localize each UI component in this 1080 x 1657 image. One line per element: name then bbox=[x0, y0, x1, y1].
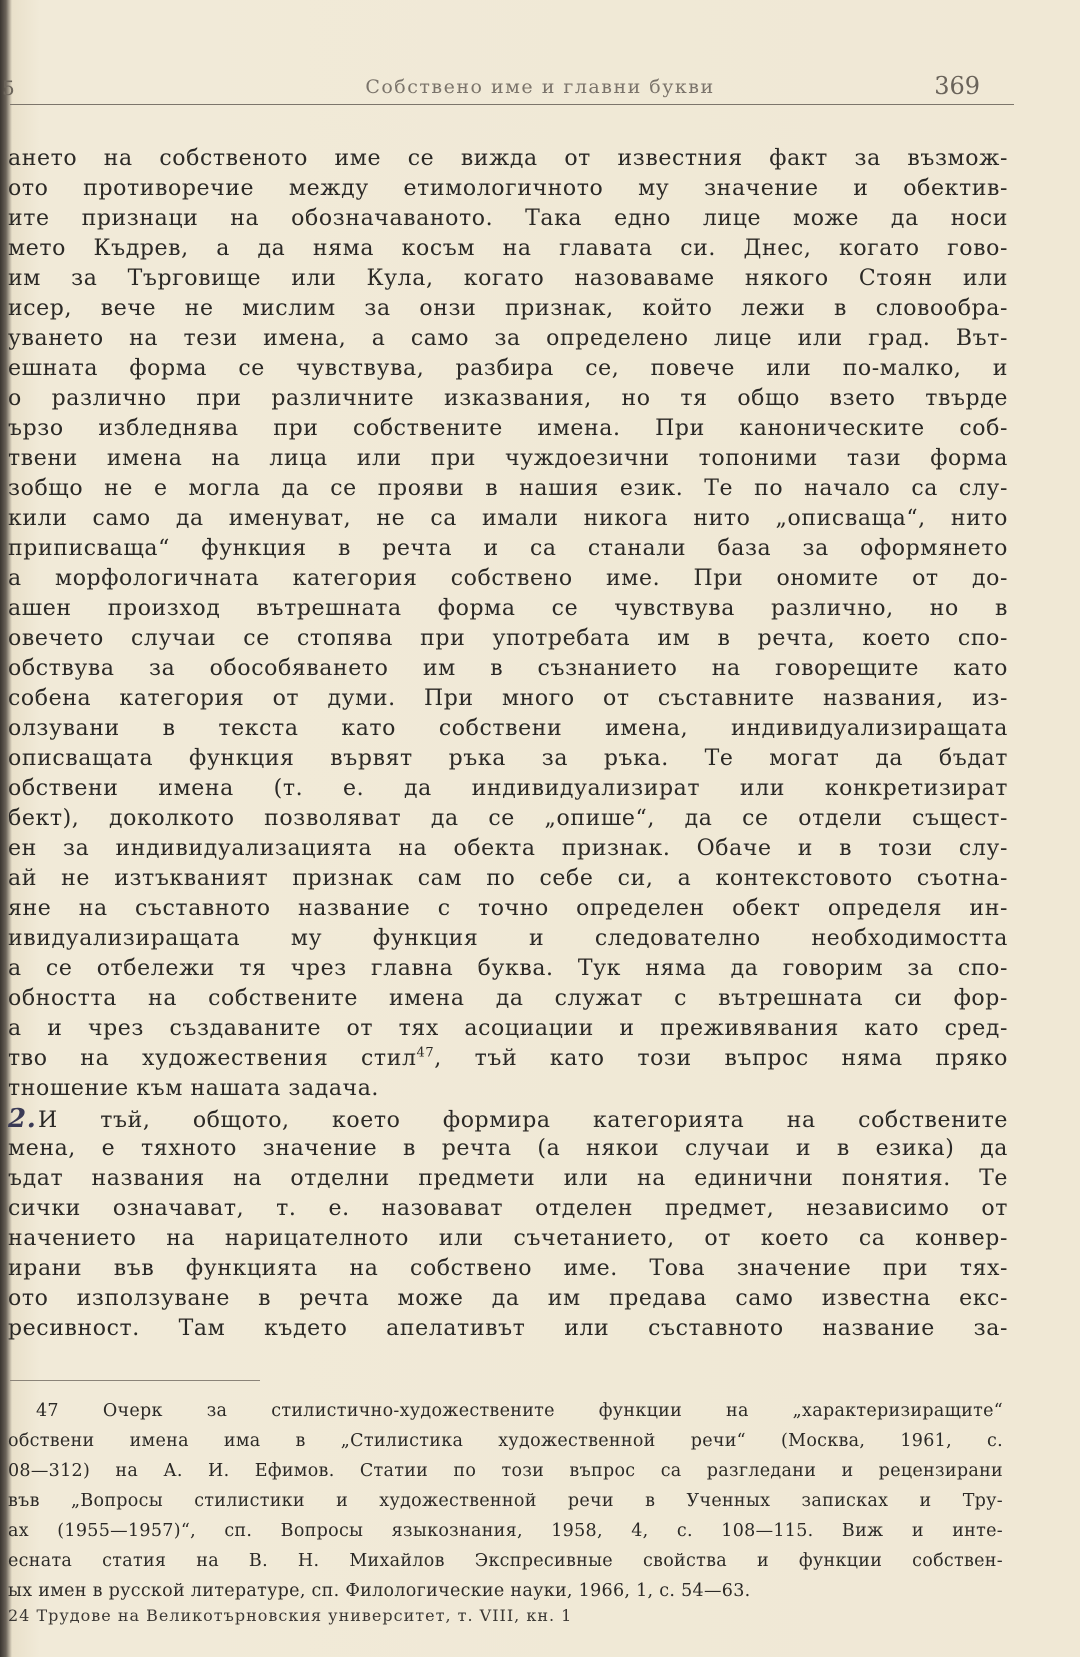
body-line-tail: , тъй като този въпрос няма пряко bbox=[434, 1046, 1008, 1071]
body-line: приписваща“ функция в речта и са станали база за оформянето bbox=[8, 536, 1008, 561]
footnote-divider bbox=[10, 1380, 260, 1381]
body-line-text: тво на художествения стил bbox=[8, 1046, 417, 1071]
body-line: ресивност. Там където апелативът или съставното название за- bbox=[8, 1316, 1008, 1341]
body-line: обствени имена (т. е. да индивидуализират или конкретизират bbox=[8, 776, 1008, 801]
body-line: ирани във функцията на собствено име. Това значение при тях- bbox=[8, 1256, 1008, 1281]
body-line: ързо избледнява при собствените имена. При каноническите соб- bbox=[8, 416, 1008, 441]
body-line: а морфологичната категория собствено име. При ономите от до- bbox=[8, 566, 1008, 591]
body-line: ото използуване в речта може да им предава само известна екс- bbox=[8, 1286, 1008, 1311]
body-text bbox=[8, 144, 1008, 1344]
body-line: собена категория от думи. При много от съставните названия, из- bbox=[8, 686, 1008, 711]
body-line: зобщо не е могла да се прояви в нашия език. Те по начало са слу- bbox=[8, 476, 1008, 501]
body-line-with-footnote bbox=[8, 1044, 1008, 1074]
body-line: обността на собствените имена да служат с вътрешната си фор- bbox=[8, 986, 1008, 1011]
body-line: о различно при различните изказвания, но тя общо взето твърде bbox=[8, 386, 1008, 411]
body-line: овечето случаи се стопява при употребата им в речта, което спо- bbox=[8, 626, 1008, 651]
running-header bbox=[0, 70, 1080, 106]
body-line: мето Къдрев, а да няма косъм на главата си. Днес, когато гово- bbox=[8, 236, 1008, 261]
body-line-text: И тъй, общото, което формира категорията на собствените bbox=[38, 1108, 1008, 1133]
body-line: ите признаци на обозначаваното. Така едно лице може да носи bbox=[8, 206, 1008, 231]
body-line: олзувани в текста като собствени имена, индивидуализиращата bbox=[8, 716, 1008, 741]
body-line: кили само да именуват, не са имали никога нито „описваща“, нито bbox=[8, 506, 1008, 531]
body-line: ашен произход вътрешната форма се чувствува различно, но в bbox=[8, 596, 1008, 621]
header-rule bbox=[10, 104, 1014, 105]
footnote-line: ах (1955—1957)“, сп. Вопросы языкознания, 1958, 4, с. 108—115. Виж и инте- bbox=[8, 1521, 1003, 1541]
body-line: исер, вече не мислим за онзи признак, който лежи в словообра- bbox=[8, 296, 1008, 321]
body-line: ешната форма се чувствува, разбира се, повече или по-малко, и bbox=[8, 356, 1008, 381]
footnote-line: във „Вопросы стилистики и художественной речи в Ученных записках и Тру- bbox=[8, 1491, 1003, 1511]
body-line: им за Търговище или Кула, когато назоваваме някого Стоян или bbox=[8, 266, 1008, 291]
footnote-reference: 47 bbox=[416, 1045, 435, 1061]
body-line: ъдат названия на отделни предмети или на единични понятия. Те bbox=[8, 1166, 1008, 1191]
body-line: ането на собственото име се вижда от известния факт за възмож- bbox=[8, 146, 1008, 171]
body-line: обствува за обособяването им в съзнанието на говорещите като bbox=[8, 656, 1008, 681]
section-line bbox=[8, 1104, 1008, 1134]
body-line: ивидуализиращата му функция и следователно необходимостта bbox=[8, 926, 1008, 951]
section-mark: 2. bbox=[8, 1104, 37, 1134]
footnote-line: 08—312) на А. И. Ефимов. Статии по този въпрос са разгледани и рецензирани bbox=[8, 1461, 1003, 1481]
body-line: уването на тези имена, а само за определено лице или град. Вът- bbox=[8, 326, 1008, 351]
body-line: ен за индивидуализацията на обекта признак. Обаче и в този слу- bbox=[8, 836, 1008, 861]
body-line: бект), доколкото позволяват да се „опише“, да се отдели същест- bbox=[8, 806, 1008, 831]
footnote-line: ых имен в русской литературе, сп. Филологические науки, 1966, 1, с. 54—63. bbox=[8, 1581, 751, 1601]
body-line: ай не изтъкваният признак сам по себе си, а контекстовото съотна- bbox=[8, 866, 1008, 891]
body-line: ото противоречие между етимологичното му значение и обектив- bbox=[8, 176, 1008, 201]
footnote-line: 47 Очерк за стилистично-художествените функции на „характеризиращите“ bbox=[36, 1401, 1003, 1421]
body-line: а се отбележи тя чрез главна буква. Тук няма да говорим за спо- bbox=[8, 956, 1008, 981]
body-line: твени имена на лица или при чуждоезични топоними тази форма bbox=[8, 446, 1008, 471]
page-number: 369 bbox=[934, 72, 980, 100]
signature-footer: 24 Трудове на Великотърновския университет, т. VIII, кн. 1 bbox=[8, 1606, 573, 1625]
body-line: сички означават, т. е. назовават отделен предмет, независимо от bbox=[8, 1196, 1008, 1221]
body-line: мена, е тяхното значение в речта (а някои случаи и в езика) да bbox=[8, 1136, 1008, 1161]
margin-mark: 5 bbox=[2, 76, 15, 100]
running-title: Собствено име и главни букви bbox=[365, 76, 715, 98]
body-line: тношение към нашата задача. bbox=[8, 1076, 380, 1101]
body-line: а и чрез създаваните от тях асоциации и преживявания като сред- bbox=[8, 1016, 1008, 1041]
footnote-line: есната статия на В. Н. Михайлов Экспресивные свойства и функции собствен- bbox=[8, 1551, 1003, 1571]
footnote-line: обствени имена има в „Стилистика художественной речи“ (Москва, 1961, с. bbox=[8, 1431, 1003, 1451]
body-line: яне на съставното название с точно определен обект определя ин- bbox=[8, 896, 1008, 921]
body-line: начението на нарицателното или съчетанието, от което са конвер- bbox=[8, 1226, 1008, 1251]
body-line: описващата функция вървят ръка за ръка. Те могат да бъдат bbox=[8, 746, 1008, 771]
footnotes bbox=[8, 1398, 1003, 1608]
